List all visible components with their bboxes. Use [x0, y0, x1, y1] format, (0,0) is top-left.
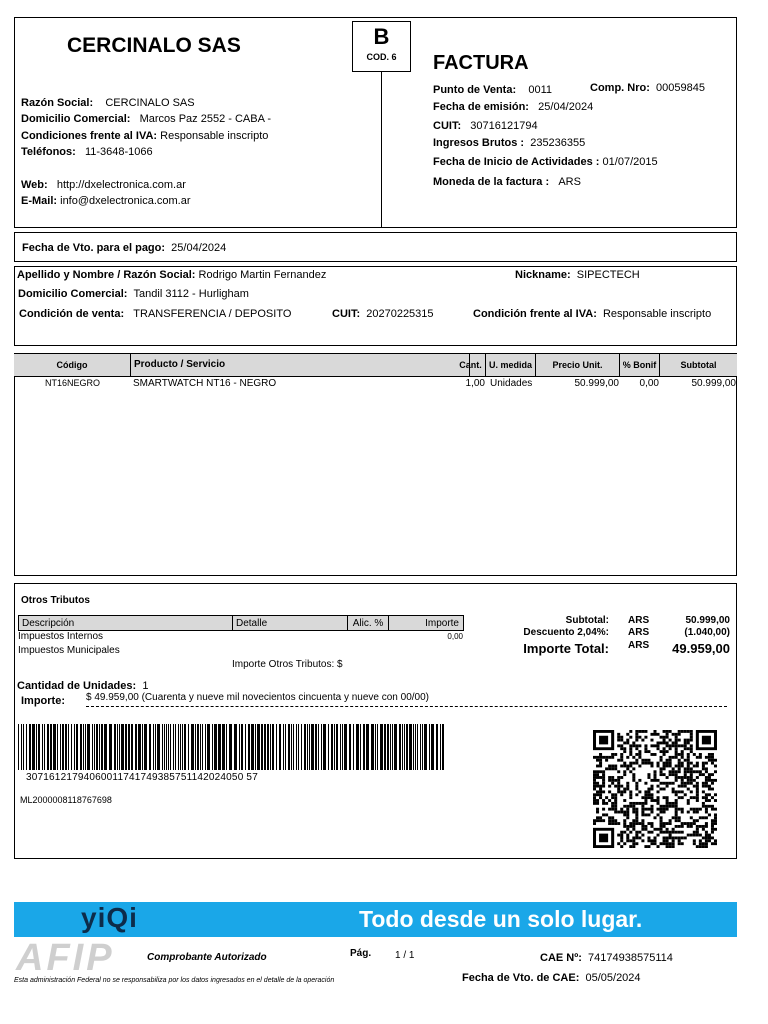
cell-cant: 1,00 [465, 378, 485, 389]
col-subtotal: Subtotal [680, 360, 717, 370]
otros-col-alic: Alic. % [348, 616, 389, 631]
subtotal-value: 50.999,00 [685, 615, 730, 626]
invoice-title: FACTURA [433, 52, 529, 74]
invoice-comp-nro: Comp. Nro: 00059845 [590, 82, 705, 94]
total-currency: ARS [628, 640, 650, 651]
descuento-label: Descuento 2,04%: [523, 627, 609, 638]
qr-code [593, 730, 717, 848]
importe-letras: $ 49.959,00 (Cuarenta y nueve mil novecientos cincuenta y nueve con 00/00) [86, 692, 429, 703]
doc-type-letter: B [373, 24, 390, 49]
otros-row-internos: Impuestos Internos [18, 631, 104, 642]
banner-tagline: Todo desde un solo lugar. [359, 906, 643, 932]
subtotal-label: Subtotal: [565, 615, 609, 626]
doc-type-box [352, 21, 411, 72]
col-bonif: % Bonif [620, 354, 660, 376]
issuer-domicilio: Domicilio Comercial: Marcos Paz 2552 - CABA - [21, 113, 272, 125]
header-divider [381, 71, 382, 228]
ml-number: ML2000008118767698 [20, 795, 112, 805]
yiqi-banner [14, 902, 737, 937]
total-value: 49.959,00 [672, 641, 730, 656]
descuento-value: (1.040,00) [684, 627, 730, 638]
client-iva: Condición frente al IVA: Responsable inscripto [473, 308, 712, 320]
items-header [14, 354, 737, 377]
issuer-iva: Condiciones frente al IVA: Responsable inscripto [21, 130, 269, 142]
otros-col-descripcion: Descripción [19, 616, 233, 631]
issuer-email: E-Mail: info@dxelectronica.com.ar [21, 195, 191, 207]
barcode [18, 724, 450, 770]
barcode-number: 30716121794060011741749385751142024050 57 [26, 772, 258, 783]
client-nombre: Apellido y Nombre / Razón Social: Rodrigo Martin Fernandez [17, 269, 327, 281]
yiqi-logo: yiQi [81, 902, 138, 933]
pagina-label: Pág. [350, 948, 372, 959]
issuer-web: Web: http://dxelectronica.com.ar [21, 179, 186, 191]
cell-umedida: Unidades [490, 378, 533, 389]
invoice-fecha-emision: Fecha de emisión: 25/04/2024 [433, 101, 594, 113]
cell-subtotal: 50.999,00 [691, 378, 736, 389]
issuer-telefonos: Teléfonos: 11-3648-1066 [21, 146, 153, 158]
comprobante-autorizado: Comprobante Autorizado [147, 952, 267, 963]
cell-bonif: 0,00 [639, 378, 659, 389]
descuento-currency: ARS [628, 627, 650, 638]
otros-row-municipales: Impuestos Municipales [18, 645, 120, 656]
invoice-ingresos-brutos: Ingresos Brutos : 235236355 [433, 137, 586, 149]
col-umedida: U. medida [486, 354, 536, 376]
disclaimer: Esta administración Federal no se responsabiliza por los datos ingresados en el detalle de la operación [14, 977, 335, 984]
otros-title: Otros Tributos [21, 595, 90, 606]
pagina-value: 1 / 1 [395, 950, 415, 961]
col-codigo: Código [14, 354, 131, 376]
issuer-razon: Razón Social: CERCINALO SAS [21, 97, 195, 109]
table-row [14, 378, 737, 392]
cell-producto: SMARTWATCH NT16 - NEGRO [133, 378, 277, 389]
cell-precio: 50.999,00 [574, 378, 619, 389]
otros-header [18, 615, 464, 631]
col-producto: Producto / Servicio [131, 354, 470, 376]
cae-vencimiento: Fecha de Vto. de CAE: 05/05/2024 [462, 972, 641, 984]
otros-total: Importe Otros Tributos: $ [232, 659, 343, 670]
invoice-cuit: CUIT: 30716121794 [433, 120, 538, 132]
doc-type-code: COD. 6 [366, 52, 397, 62]
col-cant: Cant. [456, 354, 486, 376]
otros-row-internos-importe: 0,00 [447, 632, 463, 641]
client-cuit: CUIT: 20270225315 [332, 308, 434, 320]
importe-dashed-line [86, 706, 727, 707]
cae-numero: CAE Nº: 74174938575114 [540, 952, 673, 964]
otros-col-detalle: Detalle [233, 616, 348, 631]
invoice-punto-venta: Punto de Venta: 0011 [433, 84, 553, 96]
client-nickname: Nickname: SIPECTECH [515, 269, 640, 281]
cell-codigo: NT16NEGRO [44, 378, 100, 388]
issuer-name: CERCINALO SAS [67, 34, 241, 57]
importe-label: Importe: [21, 695, 65, 707]
col-precio: Precio Unit. [536, 354, 620, 376]
otros-col-importe: Importe [425, 618, 459, 629]
total-label: Importe Total: [523, 641, 609, 656]
afip-logo: AFIP [16, 937, 115, 979]
client-condicion-venta: Condición de venta: TRANSFERENCIA / DEPOSITO [19, 308, 292, 320]
invoice-inicio-actividades: Fecha de Inicio de Actividades : 01/07/2015 [433, 156, 658, 168]
vto-pago: Fecha de Vto. para el pago: 25/04/2024 [22, 242, 227, 254]
client-domicilio: Domicilio Comercial: Tandil 3112 - Hurligham [18, 288, 249, 300]
subtotal-currency: ARS [628, 615, 650, 626]
cantidad-unidades: Cantidad de Unidades: 1 [17, 680, 149, 692]
invoice-moneda: Moneda de la factura : ARS [433, 176, 581, 188]
